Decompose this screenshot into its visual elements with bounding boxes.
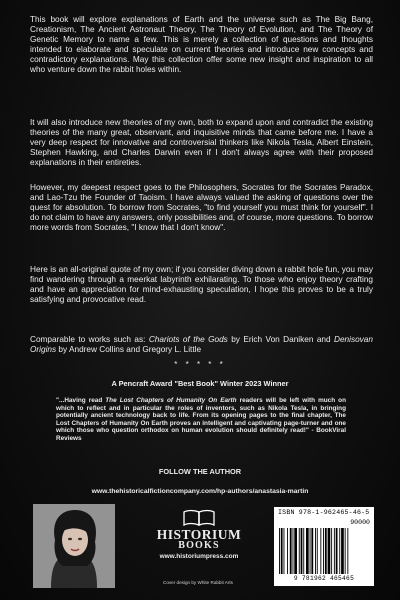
comparable-prefix: Comparable to works such as: (30, 335, 149, 344)
comparable-title-1: Chariots of the Gods (148, 335, 228, 344)
cover-credit: Cover design by White Rabbit Arts (163, 580, 233, 585)
author-portrait-image (33, 504, 115, 588)
description-paragraph-3: However, my deepest respect goes to the Philosophers, Socrates for the Socrates Paradox, and Lao-Tzu the Founder of Taoism. I have always valued the asking of questions over the quest for absolution. To borrow from Socrates, "to find yourself you must think for yourself". I do not claim to have any answers, only possibilities and, of course, more questions. To borrow more words from Socrates, "I know that I don't know". (30, 183, 373, 232)
book-emblem-icon (182, 508, 216, 528)
review-quote (56, 397, 346, 443)
description-paragraph-4: Here is an all-original quote of my own; if you consider diving down a rabbit hole fun, you may find wandering through a meerkat labyrinth exhilarating. To those who enjoy theory crafting and have an appreciation for mind-exhausting speculation, I hope this proves to be a truly satisfying and provocative read. (30, 265, 373, 304)
description-paragraph-2: It will also introduce new theories of my own, both to expand upon and contradict the existing theories of the many great, observant, and inquisitive minds that came before me. I have a very deep respect for innovative and controversial thinkers like Nikola Tesla, Albert Einstein, Stephen Hawking, and Charles Darwin even if I don't always agree with their proposed explanations in their entireties. (30, 118, 373, 167)
barcode-bars (278, 528, 370, 574)
review-lead: "...Having read (56, 397, 106, 404)
isbn-text: ISBN 978-1-962465-46-5 (278, 509, 370, 516)
author-url[interactable]: www.thehistoricalfictioncompany.com/hp-authors/anastasia-martin (91, 488, 309, 495)
comparable-mid: by Erich Von Daniken and (227, 335, 334, 344)
publisher-sub: BOOKS (178, 540, 220, 551)
review-body: readers will be left with much on which to reflect and in particular the roles of inventors, such as Nikola Tesla, in bringing potentially ancient technology back to life. From its opening pages to the final chapter, The Lost Chapters of Humanity On Earth proves an intelligent and captivating page-turner and one which those who question orthodox on human evolution should definitely read!" - BookViral Reviews (56, 397, 346, 442)
publisher-website[interactable]: www.historiumpress.com (159, 553, 239, 560)
description-paragraph-1: This book will explore explanations of Earth and the universe such as The Big Bang, Creationism, The Ancient Astronaut Theory, The Theory of Evolution, and The Theory of Genetic Memory to name a few. This is merely a collection of questions and thoughts intended to elaborate and speculate on current theories and introduce new concepts and contradictory explanations. May this collection offer some new insight and inspiration to all who venture down the rabbit holes within. (30, 15, 373, 74)
award-line: A Pencraft Award "Best Book" Winter 2023 Winner (111, 379, 289, 388)
comparable-suffix: by Andrew Collins and Gregory L. Little (56, 344, 202, 354)
publisher-name: HISTORIUM (156, 527, 242, 542)
follow-heading: FOLLOW THE AUTHOR (158, 467, 242, 476)
author-photo (33, 504, 115, 588)
publisher-logo (144, 508, 254, 578)
comparable-title-2: Denisovan Origins (30, 335, 373, 354)
comparable-works (30, 335, 373, 355)
price-code: 90000 (350, 519, 370, 526)
barcode (274, 507, 374, 586)
review-book-title: The Lost Chapters of Humanity On Earth (105, 397, 237, 404)
star-divider: * * * * * (174, 360, 226, 369)
barcode-digits: 9 781962 465465 (293, 575, 355, 582)
